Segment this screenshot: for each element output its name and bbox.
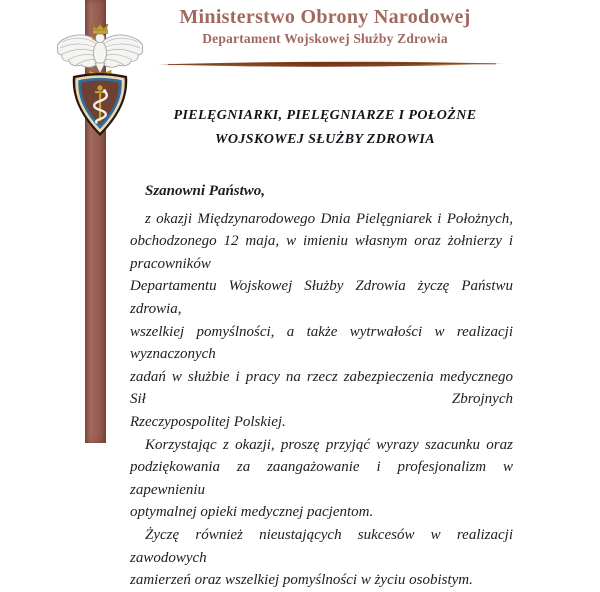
letter-line: podziękowania za zaangażowanie i profesjonalizm w zapewnieniu xyxy=(130,459,513,498)
letter-line: wszelkiej pomyślności, a także wytrwałości w realizacji wyznaczonych xyxy=(130,323,513,363)
letter-line: z okazji Międzynarodowego Dnia Pielęgniarek i Położnych, xyxy=(145,210,513,227)
letter-line: Życzę również nieustających sukcesów w realizacji zawodowych xyxy=(130,526,513,566)
letter-line: Korzystając z okazji, proszę przyjąć wyrazy szacunku oraz xyxy=(145,436,513,453)
paragraph-1 xyxy=(130,208,513,434)
paragraph-2 xyxy=(130,434,513,524)
letter-line: obchodzonego 12 maja, w imieniu własnym oraz żołnierzy i pracowników xyxy=(130,233,513,272)
letter-title-line1: PIELĘGNIARKI, PIELĘGNIARZE I POŁOŻNE xyxy=(173,108,477,123)
department-name: Departament Wojskowej Służby Zdrowia xyxy=(202,31,448,46)
letter-body xyxy=(130,180,513,592)
letterhead xyxy=(95,6,555,47)
letter-title xyxy=(95,104,555,152)
brush-divider xyxy=(156,58,508,71)
letter-line: optymalnej opieki medycznej pacjentom. xyxy=(130,504,374,521)
letter-title-line2: WOJSKOWEJ SŁUŻBY ZDROWIA xyxy=(215,132,435,147)
letter-line: zadań w służbie i pracy na rzecz zabezpieczenia medycznego Sił Zbrojnych xyxy=(130,368,513,408)
salutation: Szanowni Państwo, xyxy=(145,183,266,199)
ministry-name: Ministerstwo Obrony Narodowej xyxy=(179,6,471,28)
paragraph-3 xyxy=(130,524,513,592)
letter-line: Rzeczypospolitej Polskiej. xyxy=(130,413,286,430)
letter-line: Departamentu Wojskowej Służby Zdrowia życzę Państwu zdrowia, xyxy=(130,278,513,317)
letter-line: zamierzeń oraz wszelkiej pomyślności w życiu osobistym. xyxy=(130,572,473,589)
